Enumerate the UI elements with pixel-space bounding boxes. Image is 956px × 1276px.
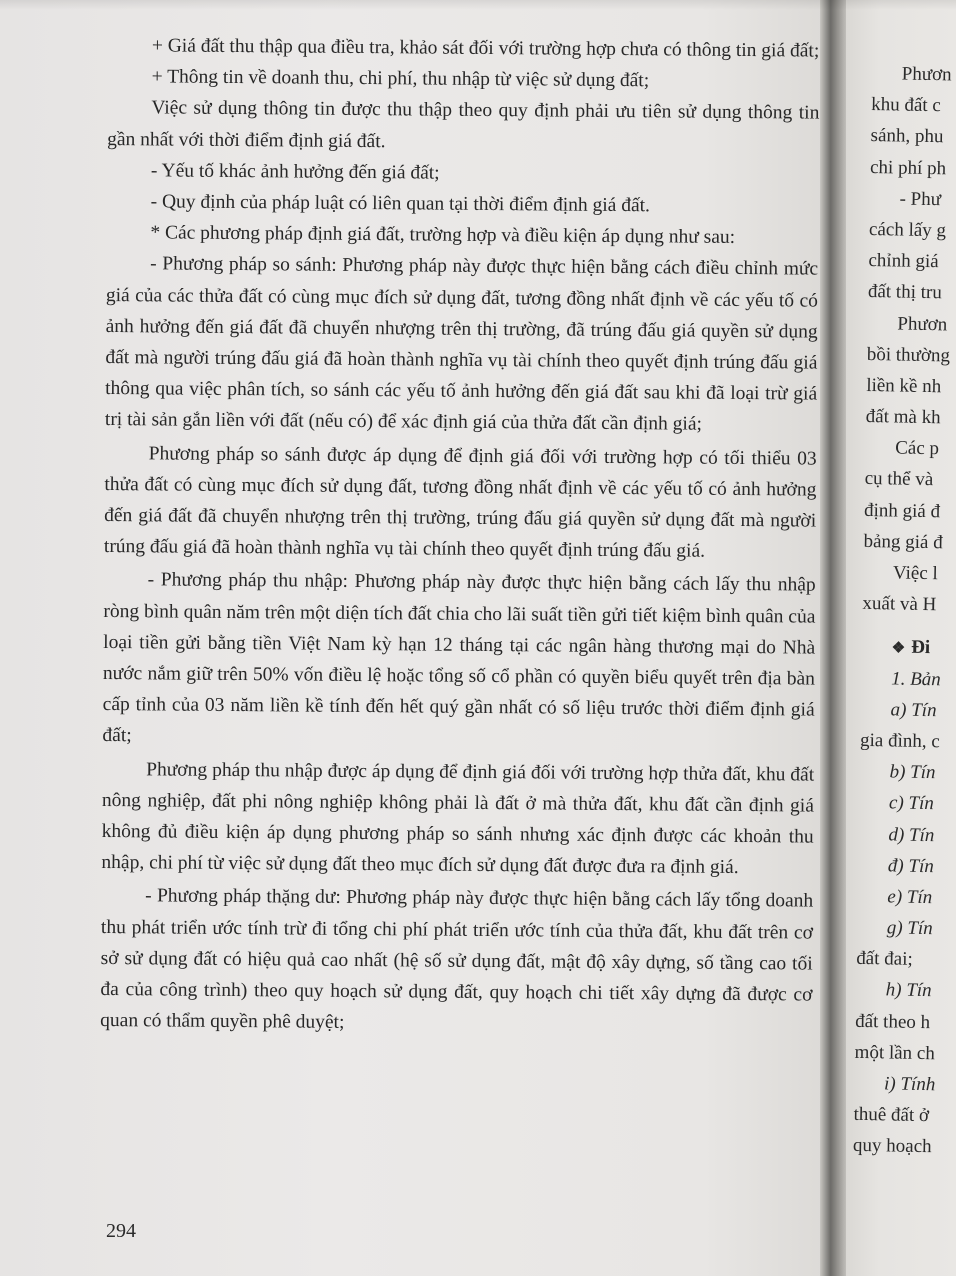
- right-line: đất thị tru: [867, 281, 942, 304]
- paragraph: - Quy định của pháp luật có liên quan tại thời điểm định giá đất.: [150, 191, 651, 217]
- right-line: quy hoạch: [852, 1135, 932, 1158]
- right-line: bồi thường: [866, 343, 951, 367]
- right-line: 1. Bản: [890, 667, 941, 690]
- paragraph: * Các phương pháp định giá đất, trường hợp và điều kiện áp dụng như sau:: [150, 222, 736, 249]
- right-line: đất mà kh: [865, 406, 941, 429]
- page-shadow: [0, 0, 956, 10]
- right-line: một lần ch: [854, 1041, 936, 1065]
- paragraph: Phương pháp thu nhập được áp dụng để định giá đối với trường hợp thửa đất, khu đất nông nghiệp, đất phi nông nghiệp không phải là đất ở mà thửa đất, khu đất cần định giá không đủ điều kiện áp dụng phương pháp so sánh nhưng xác định được các khoản thu nhập, chi phí từ việc sử dụng đất theo mục đích sử dụng đất được đưa ra định giá.: [101, 758, 815, 879]
- right-line: gia đình, c: [859, 729, 940, 753]
- right-line: cụ thể và: [864, 468, 934, 491]
- right-line: h) Tín: [885, 979, 932, 1002]
- paragraph: - Phương pháp thặng dư: Phương pháp này được thực hiện bằng cách lấy tổng doanh thu phát triển ước tính trừ đi tổng chi phí phát triển ước tính của thửa đất, khu đất trên cơ sở sử dụng đất có hiệu quả cao nhất (hệ số sử dụng đất, mật độ xây dựng, số tầng cao tối đa của công trình) theo quy hoạch sử dụng đất, quy hoạch chi tiết xây dựng đã được cơ quan có thẩm quyền phê duyệt;: [100, 885, 814, 1034]
- right-line: xuất và H: [862, 593, 937, 616]
- right-line: c) Tín: [888, 792, 935, 815]
- right-line: chỉnh giá: [868, 250, 939, 273]
- left-page-text: [100, 30, 820, 1042]
- right-line: d) Tín: [888, 823, 935, 846]
- right-line: thuê đất ở: [853, 1104, 930, 1127]
- right-line: chi phí ph: [869, 156, 947, 179]
- right-line: a) Tín: [890, 699, 937, 721]
- right-heading-text: Đi: [910, 637, 931, 659]
- diamond-bullet-icon: ❖: [891, 640, 906, 658]
- right-line: i) Tính: [883, 1073, 936, 1096]
- right-line: đ) Tín: [887, 855, 935, 877]
- paragraph: - Phương pháp so sánh: Phương pháp này được thực hiện bằng cách điều chỉnh mức giá của các thửa đất có cùng mục đích sử dụng đất, tương đồng nhất định về các yếu tố có ảnh hưởng đến giá đất đã chuyển nhượng trên thị trường, đã trúng đấu giá quyền sử dụng đất mà người trúng đấu giá đã hoàn thành nghĩa vụ tài chính theo quyết định trúng đấu giá thông qua việc phân tích, so sánh các yếu tố ảnh hưởng đến giá đất sau khi đã loại trừ giá trị tài sản gắn liền với đất (nếu có) để xác định giá của thửa đất cần định giá;: [104, 253, 819, 436]
- paragraph: Việc sử dụng thông tin được thu thập theo quy định phải ưu tiên sử dụng thông tin gần nhất với thời điểm định giá đất.: [107, 97, 820, 152]
- right-line: đất đai;: [856, 948, 913, 971]
- paragraph: + Thông tin về doanh thu, chi phí, thu nhập từ việc sử dụng đất;: [151, 66, 650, 92]
- right-line: đất theo h: [855, 1010, 931, 1033]
- paragraph: - Phương pháp thu nhập: Phương pháp này được thực hiện bằng cách lấy thu nhập ròng bình quân năm trên một diện tích đất chia cho lãi suất tiền gửi tiết kiệm bình quân của loại tiền gửi bằng tiền Việt Nam kỳ hạn 12 tháng tại các ngân hàng thương mại do Nhà nước nắm giữ trên 50% vốn điều lệ hoặc tổng số cổ phần có quyền biểu quyết trên địa bàn cấp tỉnh của 03 năm liền kề tính đến hết quý gần nhất có số liệu trước thời điểm định giá đất;: [102, 569, 816, 747]
- right-line: cách lấy g: [868, 218, 947, 242]
- right-page: [846, 0, 956, 1276]
- right-line: Phươn: [897, 312, 948, 335]
- right-line: - Phư: [899, 188, 942, 210]
- right-line: e) Tín: [887, 886, 933, 909]
- right-line: sánh, phu: [870, 125, 944, 148]
- right-line: g) Tín: [886, 917, 933, 940]
- right-line: b) Tín: [889, 761, 936, 784]
- right-line: Các p: [895, 437, 940, 460]
- right-line: liền kề nh: [866, 374, 942, 398]
- right-line: khu đất c: [871, 94, 942, 117]
- paragraph: + Giá đất thu thập qua điều tra, khảo sát đối với trường hợp chưa có thông tin giá đất;: [151, 35, 820, 62]
- right-line: bảng giá đ: [863, 530, 943, 554]
- right-line: Phươn: [901, 63, 952, 86]
- right-line: định giá đ: [863, 499, 941, 522]
- right-page-text: [853, 58, 956, 1168]
- right-line: Việc l: [892, 562, 938, 585]
- paragraph: Phương pháp so sánh được áp dụng để định giá đối với trường hợp có tối thiểu 03 thửa đất có cùng mục đích sử dụng đất, tương đồng nhất định về các yếu tố có ảnh hưởng đến giá đất đã chuyển nhượng trên thị trường, trúng đấu giá quyền sử dụng đất mà người trúng đấu giá đã hoàn thành nghĩa vụ tài chính theo quyết định trúng đấu giá.: [103, 442, 817, 562]
- page-number: 294: [106, 1220, 136, 1242]
- paragraph: - Yếu tố khác ảnh hưởng đến giá đất;: [150, 160, 440, 184]
